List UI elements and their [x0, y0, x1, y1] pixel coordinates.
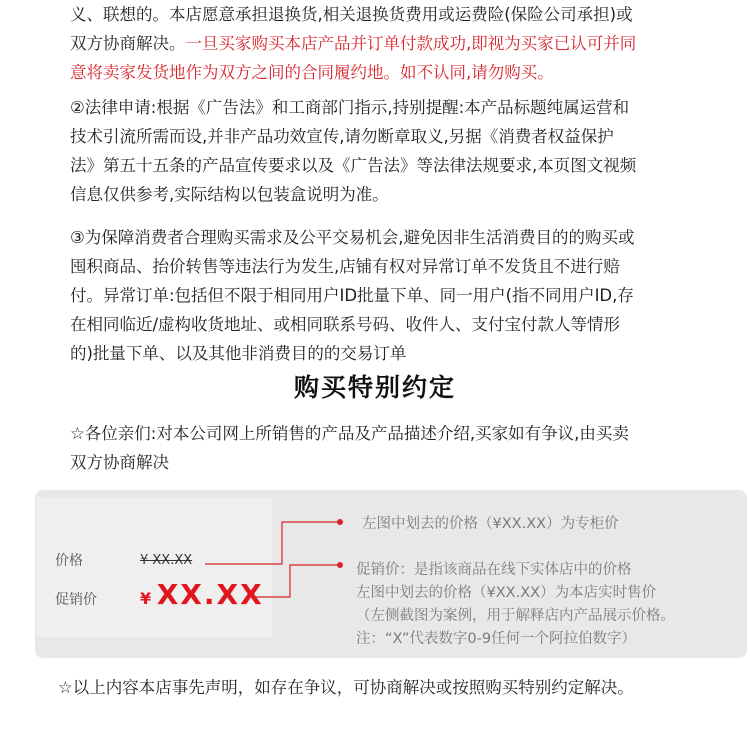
- legal-line-3: 法》第五十五条的产品宣传要求以及《广告法》等法律法规要求,本页图文视频: [70, 156, 637, 175]
- promo-currency: ¥: [140, 589, 152, 608]
- notice-line-1: ☆各位亲们:对本公司网上所销售的产品及产品描述介绍,买家如有争议,由买卖: [70, 424, 629, 443]
- legal-line-2: 技术引流所需而设,并非产品功效宣传,请勿断章取义,另据《消费者权益保护: [70, 127, 614, 146]
- orders-line-5: 的)批量下单、以及其他非消费目的的交易订单: [70, 344, 407, 363]
- connector-line-promo: [255, 565, 340, 597]
- orders-line-1: ③为保障消费者合理购买需求及公平交易机会,避免因非生活消费目的的购买或: [70, 228, 635, 247]
- orders-line-2: 囤积商品、抬价转售等违法行为发生,店铺有权对异常订单不发货且不进行赔: [70, 257, 620, 276]
- note-line-3: （左侧截图为案例，用于解释店内产品展示价格。: [356, 608, 675, 624]
- note-line-1: 促销价：是指该商品在线下实体店中的价格: [356, 562, 632, 578]
- legal-line-1: ②法律申请:根据《广告法》和工商部门指示,持别提醒:本产品标题纯属运营和: [70, 98, 630, 117]
- original-price: ¥ XX.XX: [140, 553, 193, 568]
- note-line-2: 左图中划去的价格（¥XX.XX）为本店实时售价: [356, 585, 657, 601]
- promo-price-label: 促销价: [55, 592, 97, 608]
- note-original-price: 左图中划去的价格（¥XX.XX）为专柜价: [362, 516, 619, 532]
- orders-line-3: 付。异常订单:包括但不限于相同用户ID批量下单、同一用户(指不同用户ID,存: [70, 286, 634, 305]
- footer-disclaimer: ☆以上内容本店事先声明，如存在争议，可协商解决或按照购买特别约定解决。: [58, 678, 634, 697]
- legal-line-4: 信息仅供参考,实际结构以包装盒说明为准。: [70, 185, 389, 204]
- connector-dot-promo: [337, 562, 343, 568]
- orders-line-4: 在相同临近/虚构收货地址、或相同联系号码、收件人、支付宝付款人等情形: [70, 315, 621, 334]
- intro-line-1: 义、联想的。本店愿意承担退换货,相关退换货费用或运费险(保险公司承担)或: [70, 5, 633, 24]
- intro-line-2-text: 双方协商解决。: [70, 34, 186, 53]
- note-line-4: 注：“X”代表数字0-9任何一个阿拉伯数字）: [356, 631, 637, 647]
- promo-value: XX.XX: [156, 578, 264, 611]
- intro-line-3-warning: 意将卖家发货地作为双方之间的合同履约地。如不认同,请勿购买。: [70, 63, 554, 82]
- section-heading: 购买特别约定: [293, 373, 456, 402]
- connector-dot-original: [337, 519, 343, 525]
- intro-line-2-warning: 一旦买家购买本店产品并订单付款成功,即视为买家已认可并同: [185, 34, 637, 53]
- price-label: 价格: [55, 553, 83, 569]
- connector-line-original: [205, 522, 340, 564]
- notice-line-2: 双方协商解决: [70, 453, 169, 472]
